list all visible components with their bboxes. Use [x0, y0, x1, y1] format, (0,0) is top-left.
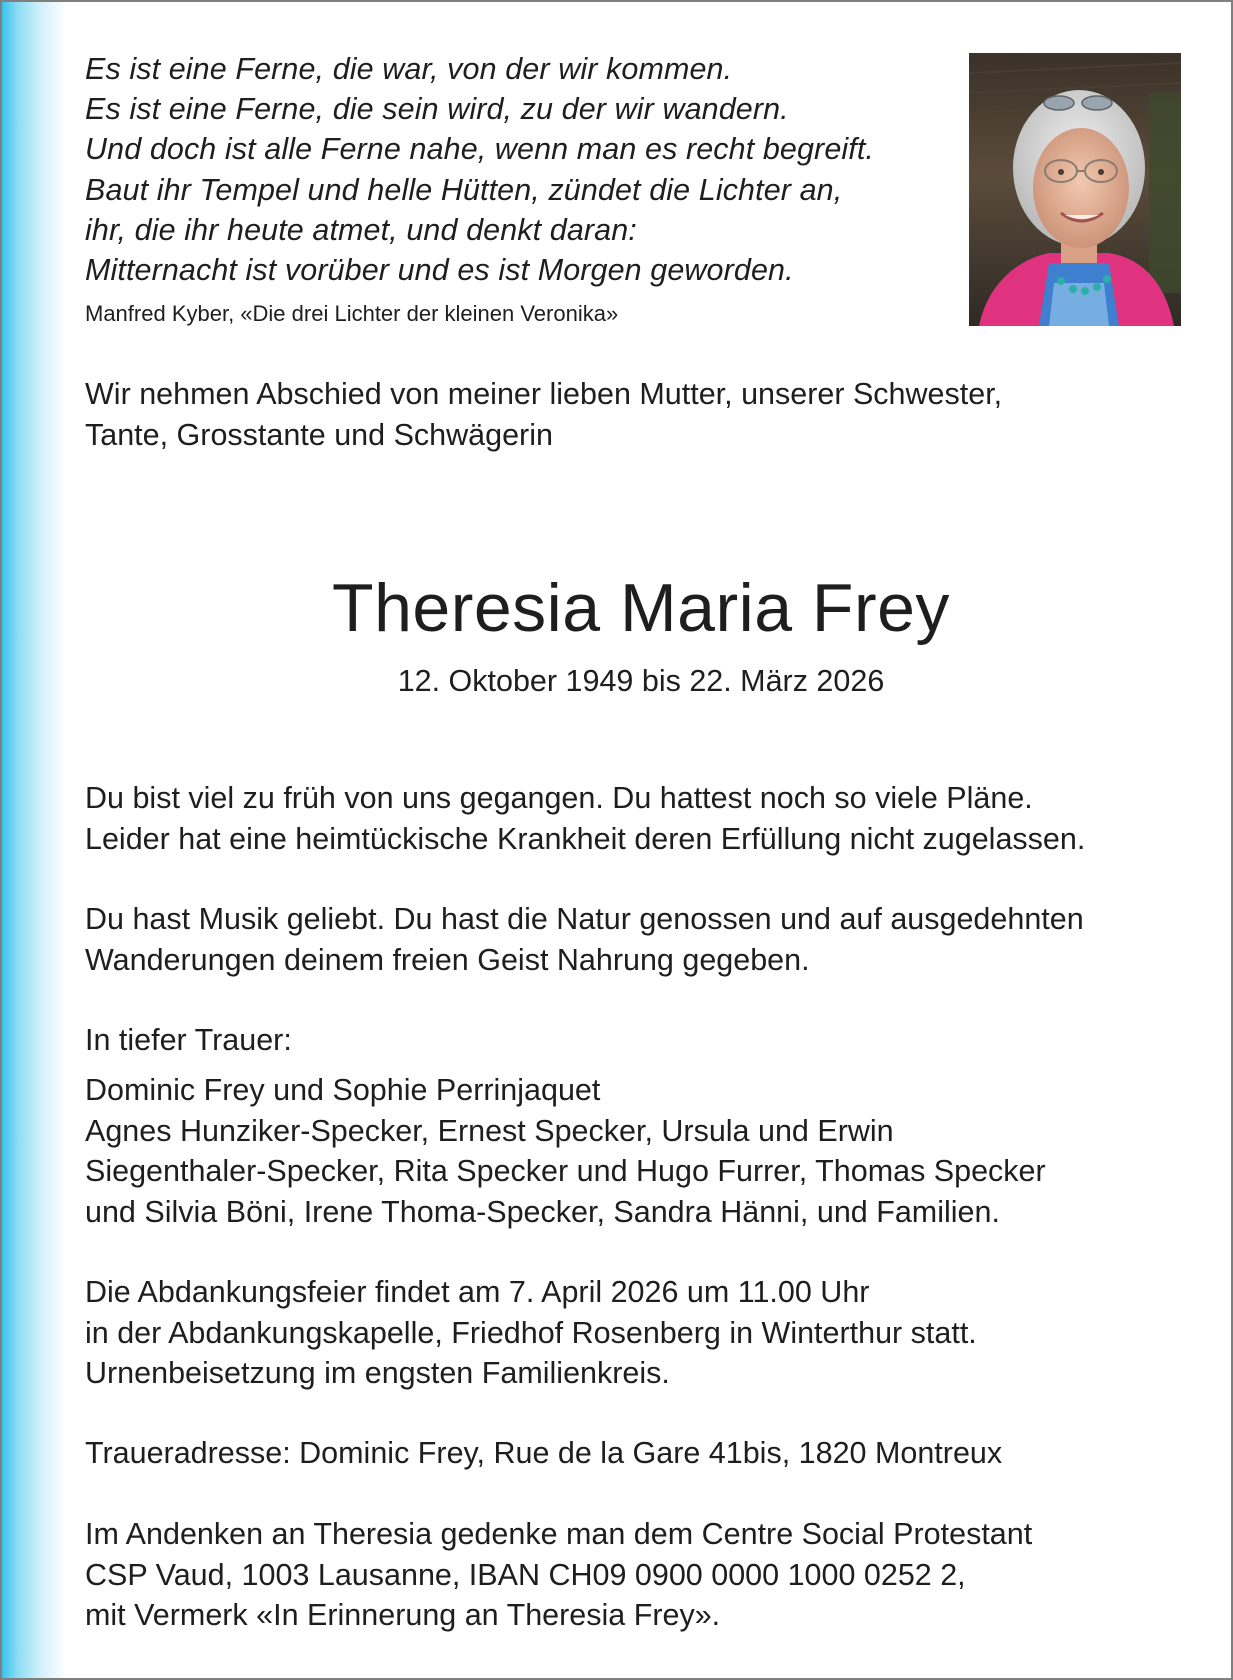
paragraph-line: Wanderungen deinem freien Geist Nahrung gegeben. — [85, 942, 810, 977]
deceased-name: Theresia Maria Frey — [332, 570, 950, 646]
intro-line: Wir nehmen Abschied von meiner lieben Mutter, unserer Schwester, — [85, 377, 1003, 411]
mourners-line: Agnes Hunziker-Specker, Ernest Specker, Ursula und Erwin — [85, 1113, 894, 1148]
blue-gradient-band — [2, 2, 66, 1678]
ceremony-line: Urnenbeisetzung im engsten Familienkreis. — [85, 1356, 670, 1390]
paragraph-farewell — [85, 778, 1085, 859]
poem-line: Mitternacht ist vorüber und es ist Morgen geworden. — [85, 253, 794, 288]
poem-source: Manfred Kyber, «Die drei Lichter der kleinen Veronika» — [85, 301, 619, 326]
donation-line: Im Andenken an Theresia gedenke man dem Centre Social Protestant — [85, 1517, 1033, 1551]
poem-line: Es ist eine Ferne, die sein wird, zu der wir wandern. — [85, 92, 789, 127]
poem-line: Baut ihr Tempel und helle Hütten, zündet die Lichter an, — [85, 172, 843, 207]
poem-line: ihr, die ihr heute atmet, und denkt daran: — [85, 212, 637, 247]
paragraph-line: Leider hat eine heimtückische Krankheit deren Erfüllung nicht zugelassen. — [85, 821, 1086, 856]
intro-line: Tante, Grosstante und Schwägerin — [85, 417, 553, 452]
donation-info — [85, 1514, 1032, 1636]
mourning-address: Traueradresse: Dominic Frey, Rue de la Gare 41bis, 1820 Montreux — [85, 1436, 1003, 1470]
donation-line: mit Vermerk «In Erinnerung an Theresia Frey». — [85, 1598, 721, 1632]
paragraph-line: Du hast Musik geliebt. Du hast die Natur genossen und auf ausgedehnten — [85, 902, 1084, 936]
donation-line: CSP Vaud, 1003 Lausanne, IBAN CH09 0900 0000 1000 0252 2, — [85, 1557, 966, 1592]
poem-line: Es ist eine Ferne, die war, von der wir kommen. — [85, 52, 733, 86]
ceremony-line: in der Abdankungskapelle, Friedhof Rosenberg in Winterthur statt. — [85, 1315, 977, 1350]
paragraph-line: Du bist viel zu früh von uns gegangen. Du hattest noch so viele Pläne. — [85, 781, 1033, 815]
life-dates: 12. Oktober 1949 bis 22. März 2026 — [397, 664, 885, 698]
portrait-photo — [969, 53, 1181, 326]
mourning-heading: In tiefer Trauer: — [85, 1023, 292, 1057]
mourners-line: Siegenthaler-Specker, Rita Specker und Hugo Furrer, Thomas Specker — [85, 1154, 1046, 1188]
mourners-line: und Silvia Böni, Irene Thoma-Specker, Sandra Hänni, und Familien. — [85, 1194, 1000, 1229]
poem — [85, 49, 965, 290]
poem-line: Und doch ist alle Ferne nahe, wenn man es recht begreift. — [85, 132, 874, 167]
ceremony-line: Die Abdankungsfeier findet am 7. April 2026 um 11.00 Uhr — [85, 1275, 870, 1309]
farewell-intro — [85, 374, 1002, 455]
mourners-line: Dominic Frey und Sophie Perrinjaquet — [85, 1073, 601, 1107]
ceremony-info — [85, 1272, 977, 1394]
mourners-list — [85, 1070, 1046, 1232]
paragraph-memory — [85, 899, 1084, 980]
